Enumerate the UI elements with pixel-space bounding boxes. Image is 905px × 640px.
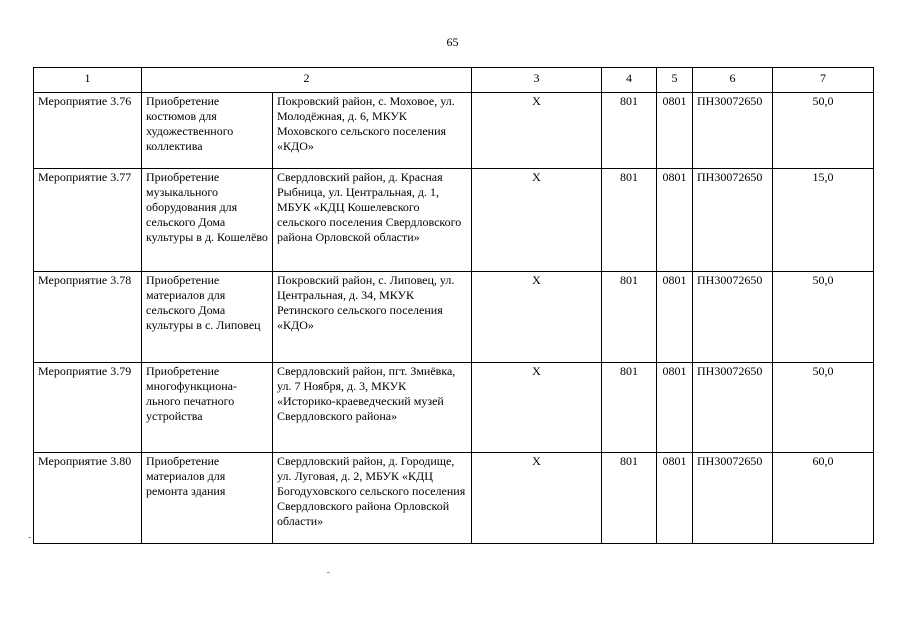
header-col-3: 3	[472, 68, 602, 93]
col5-cell: 0801	[657, 363, 693, 453]
col6-cell: ПН30072650	[693, 93, 773, 169]
col3-cell: Х	[472, 272, 602, 363]
table-row	[34, 272, 874, 363]
header-col-1: 1	[34, 68, 142, 93]
col6-cell: ПН30072650	[693, 169, 773, 272]
col7-cell: 50,0	[773, 272, 874, 363]
scan-speck	[327, 572, 330, 573]
col6-cell: ПН30072650	[693, 272, 773, 363]
col7-cell: 50,0	[773, 363, 874, 453]
col3-cell: Х	[472, 93, 602, 169]
col3-cell: Х	[472, 363, 602, 453]
col3-cell: Х	[472, 169, 602, 272]
col5-cell: 0801	[657, 169, 693, 272]
table-row	[34, 93, 874, 169]
name-cell: Приобретение многофункциона-льного печатного устройства	[142, 363, 273, 453]
place-cell: Свердловский район, пгт. Змиёвка, ул. 7 Ноября, д. 3, МКУК «Историко-краеведческий музей Свердловского района»	[273, 363, 472, 453]
col7-cell: 50,0	[773, 93, 874, 169]
event-cell: Мероприятие 3.76	[34, 93, 142, 169]
name-cell: Приобретение костюмов для художественного коллектива	[142, 93, 273, 169]
place-cell: Покровский район, с. Моховое, ул. Молодёжная, д. 6, МКУК Моховского сельского поселения «КДО»	[273, 93, 472, 169]
scan-speck	[28, 537, 31, 538]
table-row	[34, 453, 874, 544]
header-col-5: 5	[657, 68, 693, 93]
col7-cell: 60,0	[773, 453, 874, 544]
col6-cell: ПН30072650	[693, 453, 773, 544]
events-table	[33, 67, 874, 544]
col7-cell: 15,0	[773, 169, 874, 272]
header-row	[34, 68, 874, 93]
table-row	[34, 363, 874, 453]
header-col-7: 7	[773, 68, 874, 93]
header-col-6: 6	[693, 68, 773, 93]
col6-cell: ПН30072650	[693, 363, 773, 453]
col4-cell: 801	[602, 93, 657, 169]
name-cell: Приобретение материалов для ремонта здания	[142, 453, 273, 544]
col4-cell: 801	[602, 169, 657, 272]
col4-cell: 801	[602, 363, 657, 453]
name-cell: Приобретение материалов для сельского Дома культуры в с. Липовец	[142, 272, 273, 363]
header-col-2: 2	[142, 68, 472, 93]
col5-cell: 0801	[657, 272, 693, 363]
event-cell: Мероприятие 3.77	[34, 169, 142, 272]
header-col-4: 4	[602, 68, 657, 93]
name-cell: Приобретение музыкального оборудования для сельского Дома культуры в д. Кошелёво	[142, 169, 273, 272]
event-cell: Мероприятие 3.78	[34, 272, 142, 363]
place-cell: Свердловский район, д. Красная Рыбница, ул. Центральная, д. 1, МБУК «КДЦ Кошелевского сельского поселения Свердловского района Орловской области»	[273, 169, 472, 272]
place-cell: Покровский район, с. Липовец, ул. Центральная, д. 34, МКУК Ретинского сельского поселения «КДО»	[273, 272, 472, 363]
event-cell: Мероприятие 3.79	[34, 363, 142, 453]
col4-cell: 801	[602, 453, 657, 544]
col5-cell: 0801	[657, 93, 693, 169]
table-row	[34, 169, 874, 272]
col5-cell: 0801	[657, 453, 693, 544]
page-number: 65	[446, 35, 459, 49]
col3-cell: Х	[472, 453, 602, 544]
col4-cell: 801	[602, 272, 657, 363]
place-cell: Свердловский район, д. Городище, ул. Луговая, д. 2, МБУК «КДЦ Богодуховского сельского поселения Свердловского района Орловской области»	[273, 453, 472, 544]
event-cell: Мероприятие 3.80	[34, 453, 142, 544]
